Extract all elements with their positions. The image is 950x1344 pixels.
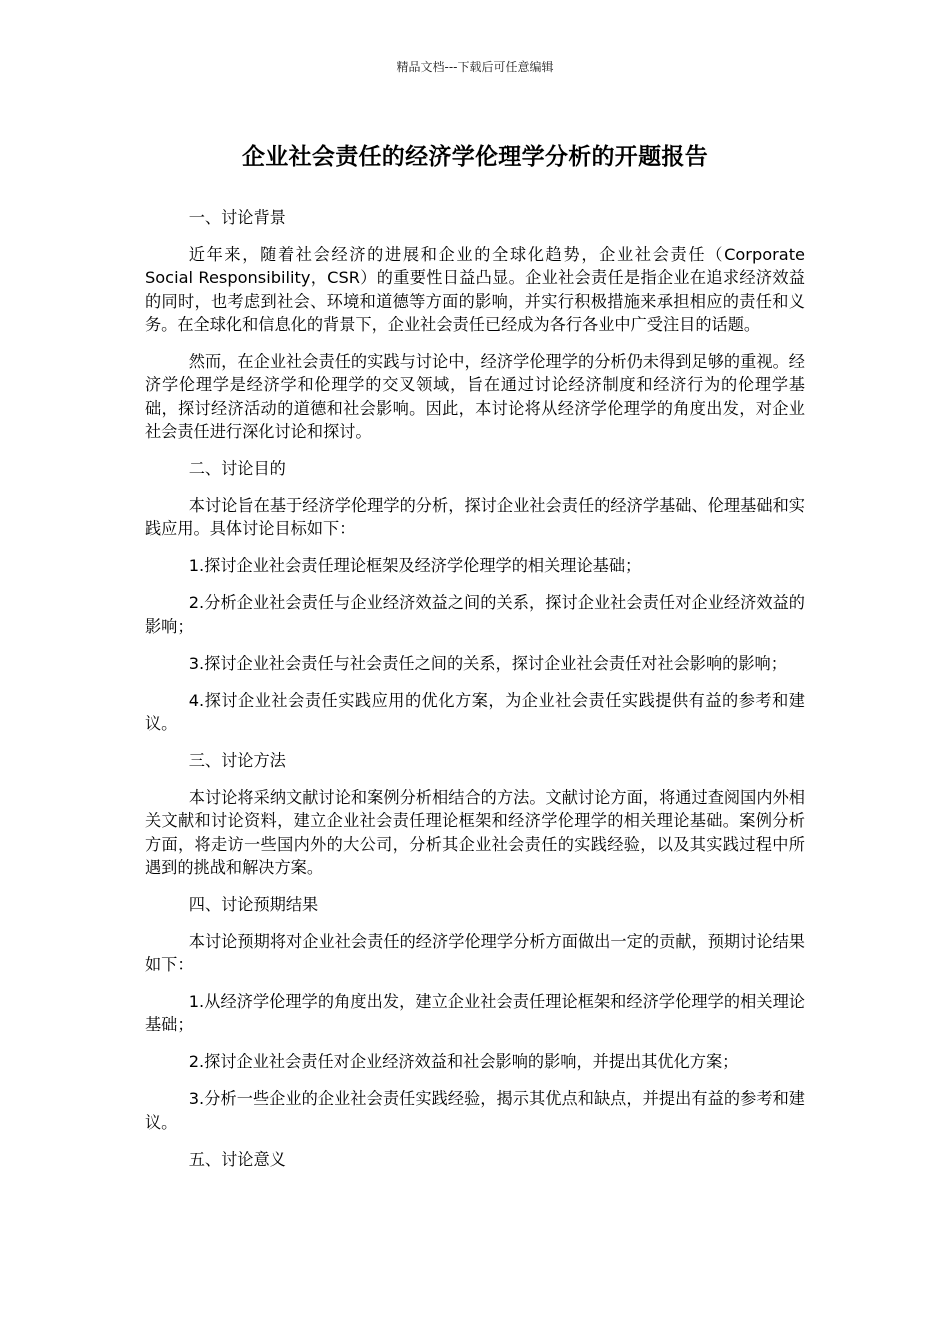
section-heading-purpose: 二、讨论目的 (188, 459, 286, 479)
document-title: 企业社会责任的经济学伦理学分析的开题报告 (242, 144, 708, 170)
paragraph: 本讨论将采纳文献讨论和案例分析相结合的方法。文献讨论方面，将通过查阅国内外相关文献和讨论资料，建立企业社会责任理论框架和经济学伦理学的相关理论基础。案例分析方面，将走访一些国内外的大公司，分析其企业社会责任的实践经验，以及其实践过程中所遇到的挑战和解决方案。 (145, 787, 805, 877)
paragraph: 近年来，随着社会经济的进展和企业的全球化趋势，企业社会责任（Corporate Social Responsibility，CSR）的重要性日益凸显。企业社会责任是指企业在追求经济效益的同时，也考虑到社会、环境和道德等方面的影响，并实行积极措施来承担相应的责任和义务。在全球化和信息化的背景下，企业社会责任已经成为各行各业中广受注目的话题。 (145, 244, 805, 335)
list-item: 2.探讨企业社会责任对企业经济效益和社会影响的影响，并提出其优化方案； (188, 1052, 739, 1072)
paragraph: 本讨论旨在基于经济学伦理学的分析，探讨企业社会责任的经济学基础、伦理基础和实践应用。具体讨论目标如下： (145, 496, 805, 539)
list-item: 1.从经济学伦理学的角度出发，建立企业社会责任理论框架和经济学伦理学的相关理论基础； (145, 992, 805, 1035)
paragraph: 本讨论预期将对企业社会责任的经济学伦理学分析方面做出一定的贡献，预期讨论结果如下： (145, 931, 805, 975)
page-header: 精品文档---下载后可任意编辑 (396, 60, 554, 74)
list-item: 4.探讨企业社会责任实践应用的优化方案，为企业社会责任实践提供有益的参考和建议。 (145, 690, 805, 733)
list-item: 3.分析一些企业的企业社会责任实践经验，揭示其优点和缺点，并提出有益的参考和建议。 (145, 1089, 805, 1132)
list-item: 3.探讨企业社会责任与社会责任之间的关系，探讨企业社会责任对社会影响的影响； (188, 653, 787, 673)
section-heading-expected-results: 四、讨论预期结果 (188, 894, 319, 914)
document-body (145, 206, 805, 1185)
list-item: 2.分析企业社会责任与企业经济效益之间的关系，探讨企业社会责任对企业经济效益的影响； (145, 593, 805, 636)
section-heading-method: 三、讨论方法 (188, 750, 286, 770)
list-item: 1.探讨企业社会责任理论框架及经济学伦理学的相关理论基础； (188, 556, 642, 576)
section-heading-background: 一、讨论背景 (188, 208, 286, 227)
section-heading-significance: 五、讨论意义 (188, 1149, 286, 1169)
paragraph: 然而，在企业社会责任的实践与讨论中，经济学伦理学的分析仍未得到足够的重视。经济学伦理学是经济学和伦理学的交叉领域，旨在通过讨论经济制度和经济行为的伦理学基础，探讨经济活动的道德和社会影响。因此，本讨论将从经济学伦理学的角度出发，对企业社会责任进行深化讨论和探讨。 (145, 352, 805, 442)
